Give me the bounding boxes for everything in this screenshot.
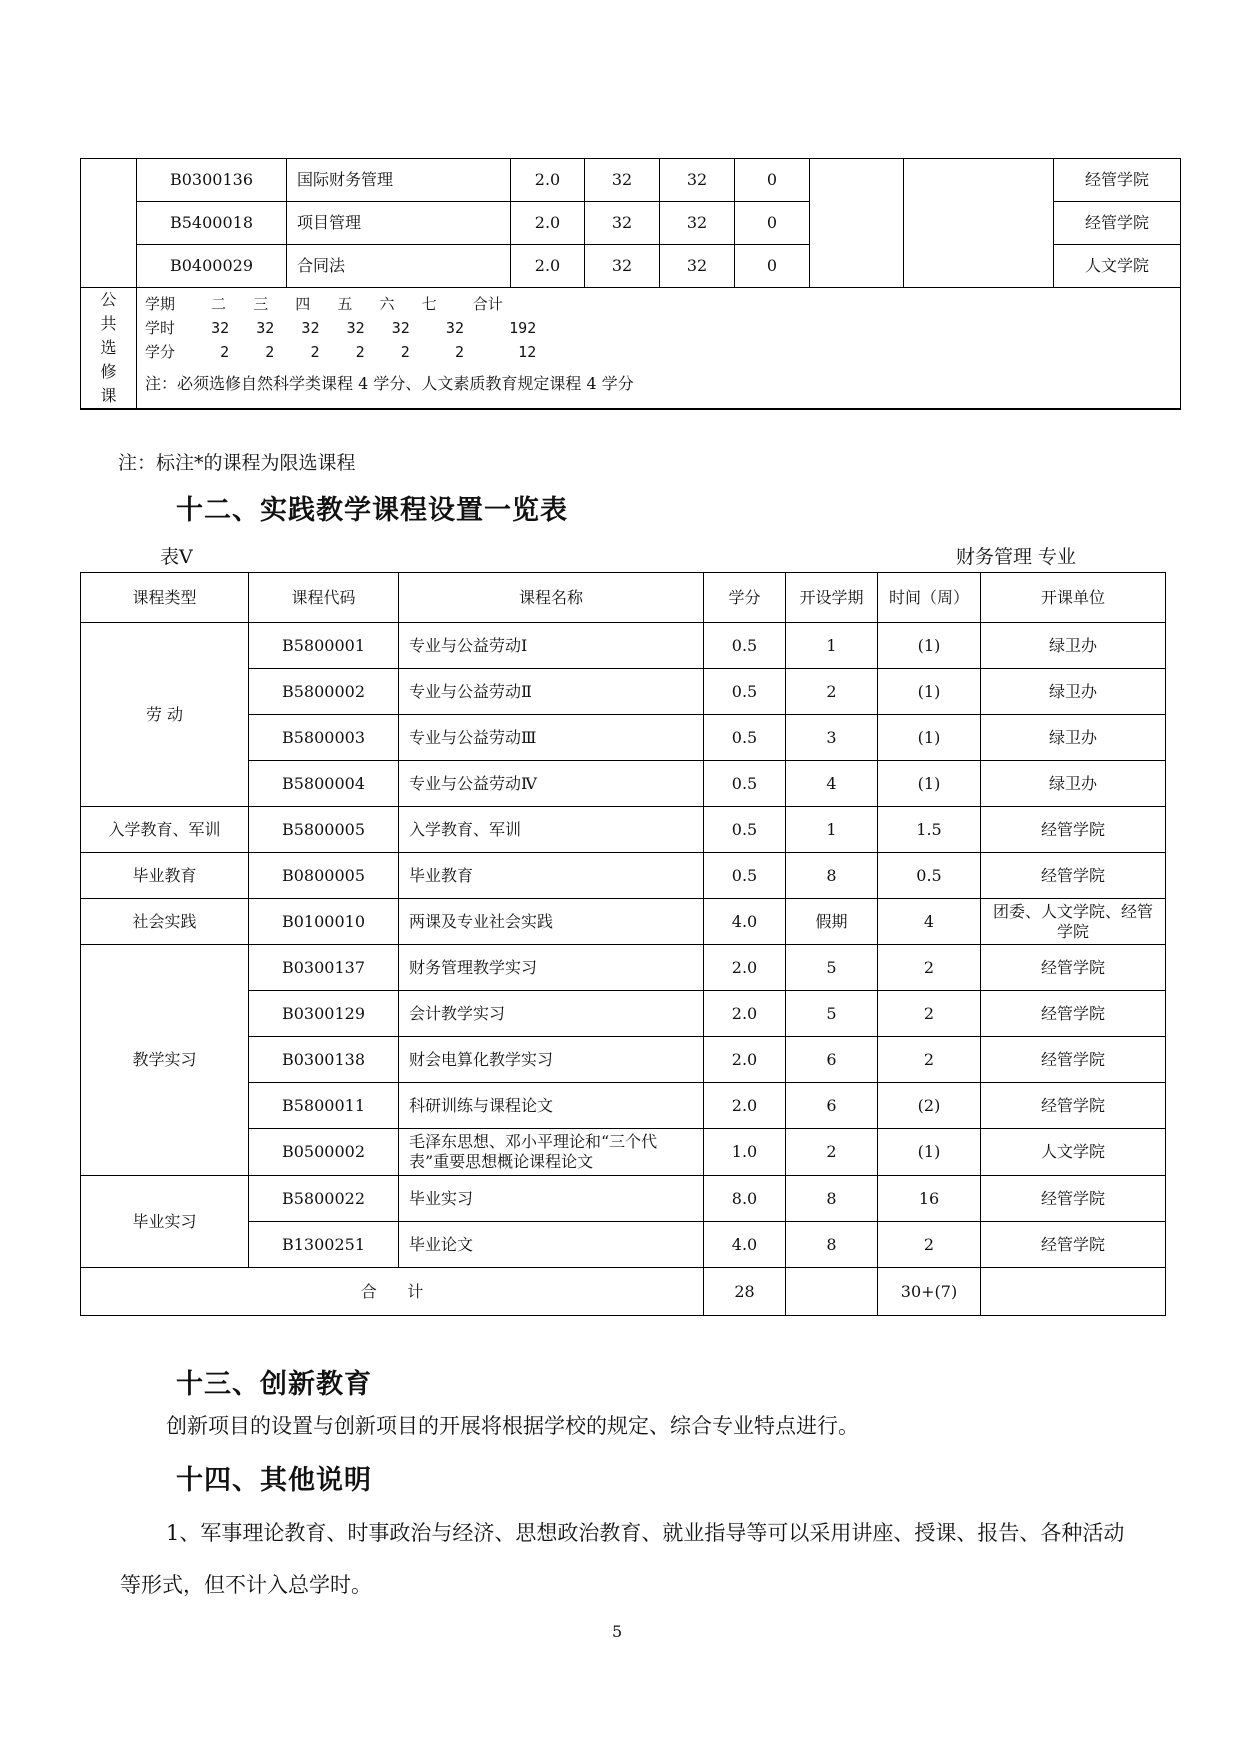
course-name: 国际财务管理	[287, 159, 511, 202]
semester: 2	[786, 669, 878, 715]
weeks: 2	[878, 991, 981, 1037]
total-hours: 32	[585, 245, 660, 288]
credit: 0.5	[704, 715, 786, 761]
credit: 2.0	[511, 159, 585, 202]
label-char: 共	[100, 314, 117, 333]
course-name: 入学教育、军训	[399, 807, 704, 853]
credit: 2.0	[704, 1083, 786, 1129]
course-name: 毕业实习	[399, 1176, 704, 1222]
credit: 0.5	[704, 669, 786, 715]
credit: 1.0	[704, 1129, 786, 1176]
lecture-hours: 32	[660, 245, 735, 288]
table-row	[81, 853, 1166, 899]
course-code: B0100010	[249, 899, 399, 945]
weeks: 4	[878, 899, 981, 945]
lecture-hours: 32	[660, 202, 735, 245]
department: 经管学院	[981, 991, 1166, 1037]
credit: 0.5	[704, 623, 786, 669]
credit: 2.0	[511, 245, 585, 288]
department: 绿卫办	[981, 761, 1166, 807]
lab-hours: 0	[735, 159, 810, 202]
course-name: 合同法	[287, 245, 511, 288]
course-type: 社会实践	[81, 899, 249, 945]
semester-row: 学期 二 三 四 五 六 七 合计	[145, 295, 503, 313]
column-header: 时间（周）	[878, 573, 981, 623]
department: 经管学院	[981, 1222, 1166, 1268]
weeks: (1)	[878, 715, 981, 761]
semester: 5	[786, 945, 878, 991]
course-code: B5800005	[249, 807, 399, 853]
course-name: 两课及专业社会实践	[399, 899, 704, 945]
label-char: 公	[100, 290, 117, 309]
weeks: 1.5	[878, 807, 981, 853]
table-label: 表Ⅴ	[160, 546, 193, 568]
department: 经管学院	[981, 853, 1166, 899]
weeks: (1)	[878, 1129, 981, 1176]
lab-hours: 0	[735, 245, 810, 288]
label-char: 修	[100, 362, 117, 381]
department: 绿卫办	[981, 669, 1166, 715]
course-code: B5800001	[249, 623, 399, 669]
department: 团委、人文学院、经管学院	[981, 899, 1166, 945]
section-14-title: 十四、其他说明	[176, 1465, 372, 1496]
course-code: B0500002	[249, 1129, 399, 1176]
course-code: B1300251	[249, 1222, 399, 1268]
public-elective-content	[137, 288, 1181, 410]
total-credit: 28	[704, 1268, 786, 1316]
credit: 2.0	[704, 945, 786, 991]
major-label: 财务管理 专业	[956, 546, 1077, 568]
course-code: B5800022	[249, 1176, 399, 1222]
credit: 2.0	[511, 202, 585, 245]
course-name: 财务管理教学实习	[399, 945, 704, 991]
total-label: 合 计	[81, 1268, 704, 1316]
credit: 4.0	[704, 1222, 786, 1268]
course-name: 财会电算化教学实习	[399, 1037, 704, 1083]
column-header: 课程名称	[399, 573, 704, 623]
department: 绿卫办	[981, 623, 1166, 669]
section-14-text: 1、军事理论教育、时事政治与经济、思想政治教育、就业指导等可以采用讲座、授课、报告、各种活动等形式，但不计入总学时。	[120, 1521, 1125, 1597]
semester: 8	[786, 853, 878, 899]
lab-hours: 0	[735, 202, 810, 245]
department: 经管学院	[981, 807, 1166, 853]
column-header: 学分	[704, 573, 786, 623]
table-row	[81, 623, 1166, 669]
semester: 1	[786, 623, 878, 669]
department: 经管学院	[981, 1037, 1166, 1083]
semester: 6	[786, 1083, 878, 1129]
weeks: 0.5	[878, 853, 981, 899]
course-code: B0800005	[249, 853, 399, 899]
course-type: 入学教育、军训	[81, 807, 249, 853]
column-header: 课程代码	[249, 573, 399, 623]
weeks: (1)	[878, 761, 981, 807]
course-code: B0300138	[249, 1037, 399, 1083]
total-weeks: 30+(7)	[878, 1268, 981, 1316]
department: 绿卫办	[981, 715, 1166, 761]
course-code: B0300136	[137, 159, 287, 202]
course-name: 会计教学实习	[399, 991, 704, 1037]
course-code: B0400029	[137, 245, 287, 288]
weeks: (1)	[878, 669, 981, 715]
table-row	[81, 159, 1181, 202]
public-elective-label	[81, 288, 137, 410]
department: 经管学院	[981, 1083, 1166, 1129]
course-name: 毕业教育	[399, 853, 704, 899]
course-type: 教学实习	[81, 945, 249, 1176]
credit: 0.5	[704, 761, 786, 807]
total-hours: 32	[585, 159, 660, 202]
empty-cell	[904, 159, 1054, 288]
weeks: 16	[878, 1176, 981, 1222]
total-department	[981, 1268, 1166, 1316]
course-code: B0300137	[249, 945, 399, 991]
course-type: 毕业实习	[81, 1176, 249, 1268]
course-name: 专业与公益劳动Ⅱ	[399, 669, 704, 715]
column-header: 课程类型	[81, 573, 249, 623]
limited-course-note: 注：标注*的课程为限选课程	[118, 452, 356, 474]
section-12-title: 十二、实践教学课程设置一览表	[176, 495, 568, 526]
elective-course-table	[80, 158, 1181, 410]
table-row	[81, 1176, 1166, 1222]
course-type: 毕业教育	[81, 853, 249, 899]
credit: 2.0	[704, 1037, 786, 1083]
department: 经管学院	[981, 945, 1166, 991]
credit: 2.0	[704, 991, 786, 1037]
credit: 8.0	[704, 1176, 786, 1222]
weeks: 2	[878, 1222, 981, 1268]
semester: 6	[786, 1037, 878, 1083]
course-code: B5800004	[249, 761, 399, 807]
section-13-text: 创新项目的设置与创新项目的开展将根据学校的规定、综合专业特点进行。	[166, 1414, 859, 1438]
page-number: 5	[612, 1622, 623, 1641]
weeks: (2)	[878, 1083, 981, 1129]
credits-row: 学分 2 2 2 2 2 2 12	[145, 343, 537, 361]
label-char: 选	[100, 338, 117, 357]
semester: 8	[786, 1176, 878, 1222]
table-row	[81, 899, 1166, 945]
course-code: B5400018	[137, 202, 287, 245]
empty-cell	[810, 159, 904, 288]
weeks: (1)	[878, 623, 981, 669]
course-name: 项目管理	[287, 202, 511, 245]
course-code: B5800002	[249, 669, 399, 715]
header-row	[81, 573, 1166, 623]
course-type: 劳 动	[81, 623, 249, 807]
course-code: B5800011	[249, 1083, 399, 1129]
department: 经管学院	[981, 1176, 1166, 1222]
course-name: 毛泽东思想、邓小平理论和“三个代表”重要思想概论课程论文	[399, 1129, 704, 1176]
column-header: 开课单位	[981, 573, 1166, 623]
course-name: 科研训练与课程论文	[399, 1083, 704, 1129]
public-elective-note: 注：必须选修自然科学类课程 4 学分、人文素质教育规定课程 4 学分	[145, 374, 634, 393]
lecture-hours: 32	[660, 159, 735, 202]
course-code: B0300129	[249, 991, 399, 1037]
total-hours: 32	[585, 202, 660, 245]
course-name: 专业与公益劳动Ⅳ	[399, 761, 704, 807]
semester: 3	[786, 715, 878, 761]
label-char: 课	[100, 386, 117, 405]
hours-row: 学时 32 32 32 32 32 32 192	[145, 319, 537, 337]
weeks: 2	[878, 945, 981, 991]
semester: 2	[786, 1129, 878, 1176]
table-row	[81, 807, 1166, 853]
course-name: 专业与公益劳动Ⅰ	[399, 623, 704, 669]
department: 人文学院	[1054, 245, 1181, 288]
course-code: B5800003	[249, 715, 399, 761]
practice-teaching-table	[80, 572, 1166, 1316]
credit: 0.5	[704, 807, 786, 853]
credit: 4.0	[704, 899, 786, 945]
total-semester	[786, 1268, 878, 1316]
semester: 假期	[786, 899, 878, 945]
department: 人文学院	[981, 1129, 1166, 1176]
total-row	[81, 1268, 1166, 1316]
course-name: 专业与公益劳动Ⅲ	[399, 715, 704, 761]
section-13-title: 十三、创新教育	[176, 1369, 372, 1400]
credit: 0.5	[704, 853, 786, 899]
semester: 5	[786, 991, 878, 1037]
semester: 1	[786, 807, 878, 853]
column-header: 开设学期	[786, 573, 878, 623]
department: 经管学院	[1054, 159, 1181, 202]
semester: 8	[786, 1222, 878, 1268]
department: 经管学院	[1054, 202, 1181, 245]
semester: 4	[786, 761, 878, 807]
weeks: 2	[878, 1037, 981, 1083]
public-elective-row	[81, 288, 1181, 410]
category-cell	[81, 159, 137, 288]
course-name: 毕业论文	[399, 1222, 704, 1268]
table-row	[81, 945, 1166, 991]
